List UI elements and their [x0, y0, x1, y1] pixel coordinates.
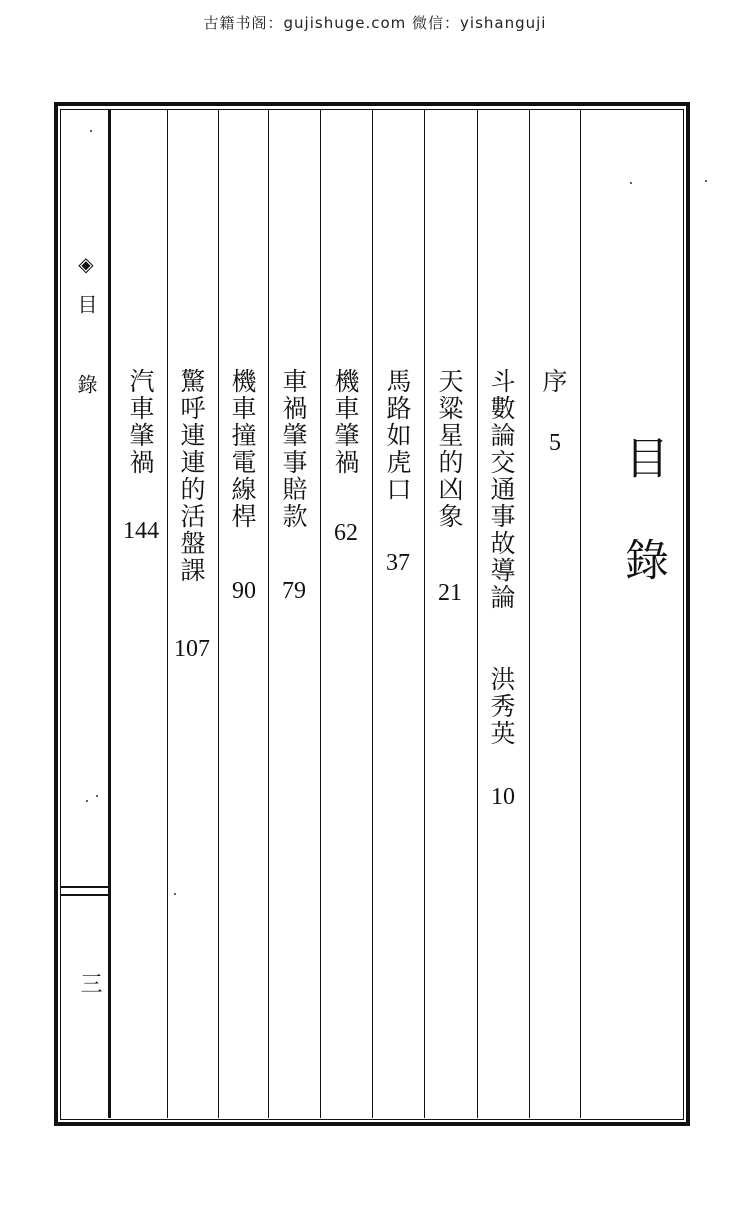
toc-entry-author: 洪秀英: [487, 666, 516, 747]
toc-entry-page: 5: [549, 430, 561, 456]
column-divider: [320, 110, 321, 1118]
toc-entry-title: 汽車肇禍: [126, 368, 155, 476]
scan-speck: [96, 795, 98, 797]
toc-entry-page: 79: [282, 578, 306, 604]
toc-entry-page: 144: [123, 518, 159, 544]
watermark-text: 古籍书阁：gujishuge.com 微信：yishanguji: [203, 14, 547, 32]
scan-speck: [630, 182, 632, 184]
toc-entry-title: 機車撞電線桿: [228, 368, 257, 530]
margin-divider: [108, 110, 111, 1118]
toc-entry-page: 107: [174, 636, 210, 662]
toc-entry-page: 10: [491, 784, 515, 810]
toc-entry-page: 21: [438, 580, 462, 606]
toc-entry-title: 驚呼連連的活盤課: [177, 368, 206, 584]
toc-entry-title: 車禍肇事賠款: [279, 368, 308, 530]
column-divider: [372, 110, 373, 1118]
column-divider: [218, 110, 219, 1118]
toc-entry-page: 62: [334, 520, 358, 546]
toc-title: 目錄: [617, 435, 668, 639]
column-divider: [167, 110, 168, 1118]
toc-entry-page: 90: [232, 578, 256, 604]
scan-speck: [174, 893, 176, 895]
toc-entry-page: 37: [386, 550, 410, 576]
column-divider: [268, 110, 269, 1118]
scan-speck: [90, 130, 92, 132]
side-page-number: 三: [77, 972, 102, 996]
toc-entry-title: 斗數論交通事故導論: [487, 368, 516, 611]
toc-entry-title: 機車肇禍: [331, 368, 360, 476]
margin-rule-top: [61, 886, 109, 888]
column-divider: [477, 110, 478, 1118]
toc-entry-title: 馬路如虎口: [383, 368, 412, 503]
column-divider: [529, 110, 530, 1118]
scan-speck: [705, 180, 707, 182]
scan-speck: [86, 800, 88, 802]
toc-entry-title: 序: [539, 368, 568, 395]
column-divider: [424, 110, 425, 1118]
side-chapter-label: ◈目 錄: [74, 252, 98, 412]
column-divider: [580, 110, 581, 1118]
toc-entry-title: 天粱星的凶象: [435, 368, 464, 530]
margin-rule-bottom: [61, 894, 109, 896]
